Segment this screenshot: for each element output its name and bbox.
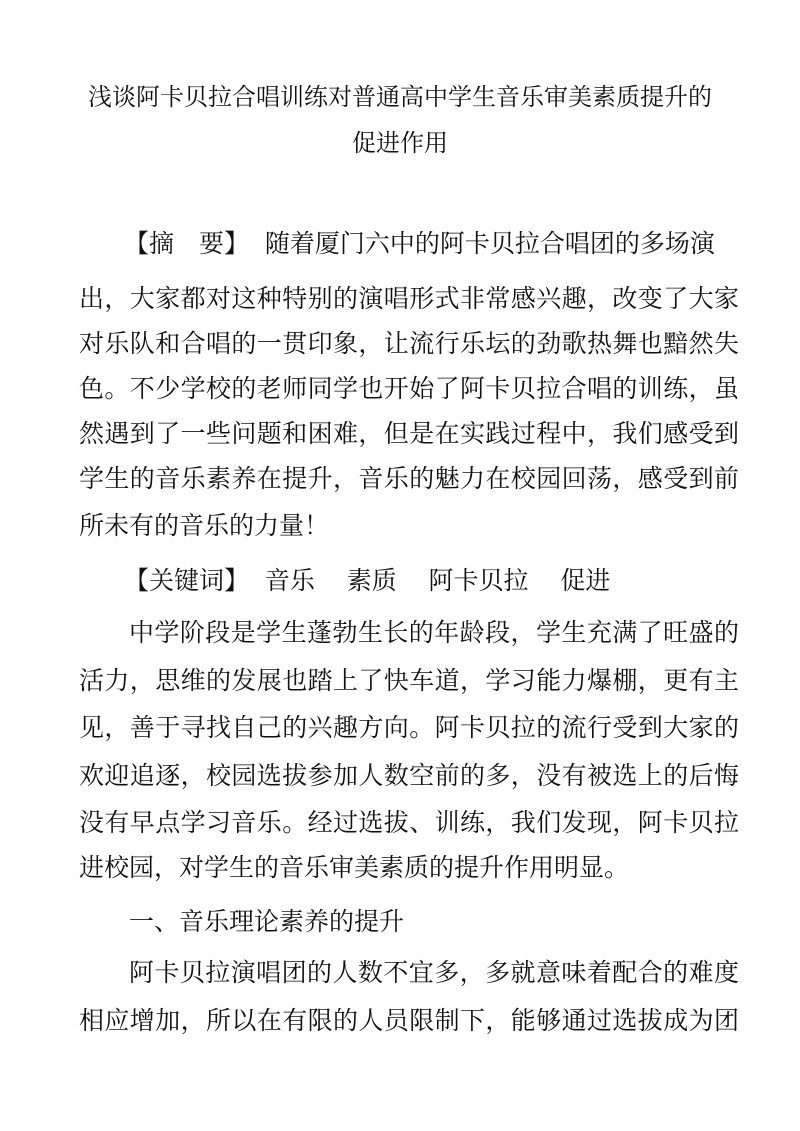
keyword: 促进 — [560, 566, 611, 595]
intro-line: 进校园，对学生的音乐审美素质的提升作用明显。 — [79, 853, 630, 882]
intro-line: 欢迎追逐，校园选拔参加人数空前的多，没有被选上的后悔 — [79, 761, 739, 790]
keywords-label: 【关键词】 — [124, 566, 250, 595]
abstract-line: 随着厦门六中的阿卡贝拉合唱团的多场演 — [264, 229, 715, 258]
keyword: 素质 — [346, 566, 397, 595]
document-title-line-1: 浅谈阿卡贝拉合唱训练对普通高中学生音乐审美素质提升的 — [88, 83, 712, 111]
document-title-line-2: 促进作用 — [352, 129, 448, 157]
abstract-line: 出，大家都对这种特别的演唱形式非常感兴趣，改变了大家 — [79, 284, 739, 313]
abstract-label: 【摘 要】 — [124, 229, 250, 258]
keyword: 阿卡贝拉 — [428, 566, 529, 595]
keyword: 音乐 — [264, 566, 315, 595]
intro-line: 见，善于寻找自己的兴趣方向。阿卡贝拉的流行受到大家的 — [79, 713, 739, 742]
section-heading: 一、音乐理论素养的提升 — [129, 907, 405, 936]
abstract-line: 学生的音乐素养在提升，音乐的魅力在校园回荡，感受到前 — [79, 464, 739, 493]
abstract-line: 对乐队和合唱的一贯印象，让流行乐坛的劲歌热舞也黯然失 — [79, 329, 739, 358]
section-line: 相应增加，所以在有限的人员限制下，能够通过选拔成为团 — [79, 1006, 739, 1035]
intro-line: 中学阶段是学生蓬勃生长的年龄段，学生充满了旺盛的 — [129, 618, 739, 647]
abstract-line: 色。不少学校的老师同学也开始了阿卡贝拉合唱的训练，虽 — [79, 374, 739, 403]
section-line: 阿卡贝拉演唱团的人数不宜多，多就意味着配合的难度 — [129, 958, 739, 987]
abstract-first-line — [124, 226, 739, 262]
intro-line: 没有早点学习音乐。经过选拔、训练，我们发现，阿卡贝拉 — [79, 808, 739, 837]
abstract-line: 所未有的音乐的力量！ — [79, 511, 330, 540]
abstract-line: 然遇到了一些问题和困难，但是在实践过程中，我们感受到 — [79, 419, 739, 448]
intro-line: 活力，思维的发展也踏上了快车道，学习能力爆棚，更有主 — [79, 666, 739, 695]
keywords-line — [124, 563, 739, 599]
